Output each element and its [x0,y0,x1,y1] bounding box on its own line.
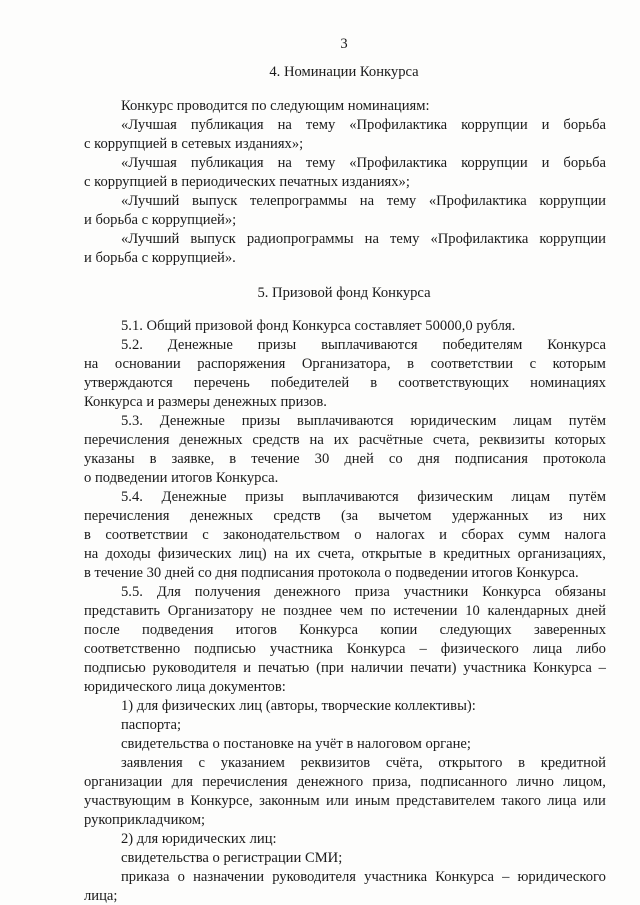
word: коррупции [461,155,528,171]
word: иным [355,793,390,809]
word: дней [344,451,374,467]
word: открытые [361,546,422,562]
nomination-1-line-1 [121,118,606,133]
word: в [370,375,378,391]
word: счета, [317,546,355,562]
word: денежного [296,774,364,790]
word: соответствующих [398,375,510,391]
word: (при [316,660,344,676]
word: победителей [270,375,350,391]
word: реквизитов [300,755,371,771]
word: 30 [314,451,330,467]
word: законодательством [223,527,340,543]
word: 5.2. [121,337,143,353]
word: перечисления [84,508,170,524]
word: и [541,117,550,133]
paragraph-5-3-line-4: о подведении итогов Конкурса. [84,470,279,486]
word: представить [84,603,161,619]
word: на [359,193,375,209]
word: следующих [439,622,512,638]
paragraph-5-2-line-1 [121,338,606,353]
paragraph-5-5-line-6: юридического лица документов: [84,679,286,695]
nomination-4-line-1 [121,232,606,247]
word: «Профилактика [428,193,527,209]
word: в [518,755,526,771]
word: в [429,546,437,562]
word: приказа [121,869,170,885]
paragraph-5-4-line-5: в течение 30 дней со дня подписания протокола о подведении итогов Конкурса. [84,565,579,581]
word: призы [257,337,297,353]
word: Конкурса [533,660,592,676]
paragraph-5-4-line-2 [84,509,606,524]
word: Конкурса [435,869,494,885]
word: – [419,641,427,657]
word: Конкурса [482,584,542,600]
word: руководителя [152,660,237,676]
word: либо [576,641,606,657]
word: руководителя [272,869,357,885]
nomination-3-line-1 [121,194,606,209]
word: перечисления [84,432,170,448]
word: денежного [274,584,341,600]
word: подписания [454,451,528,467]
word: лица [532,641,563,657]
page-number: 3 [340,36,348,52]
word: подписанного [420,774,508,790]
paragraph-5-4-line-3 [84,528,606,543]
word: течение [251,451,300,467]
word: заверенных [533,622,606,638]
word: утверждаются [84,375,173,391]
word: Денежные [159,413,225,429]
list-item-appointment-order-line-1 [121,870,606,885]
list-item-media-registration: свидетельства о регистрации СМИ; [121,850,343,866]
section-5-heading: 5. Призовой фонд Конкурса [257,285,431,301]
word: кредитных [443,546,511,562]
word: Организатору [167,603,254,619]
word: дня [417,451,440,467]
word: Для [156,584,181,600]
word: Конкурса [346,641,406,657]
word: после [84,622,120,638]
word: печатью [257,660,310,676]
word: соответственно [84,641,181,657]
word: радиопрограммы [246,231,354,247]
list-item-application-line-3 [84,794,606,809]
word: Денежные [167,337,233,353]
word: путём [568,489,606,505]
word: приза [354,584,390,600]
word: и [541,155,550,171]
word: заявления [121,755,183,771]
list-item-passport: паспорта; [121,717,182,733]
word: физическим [417,489,493,505]
word: лицом, [563,774,606,790]
word: с [198,755,205,771]
word: лиц) [238,546,267,562]
paragraph-5-5-line-5 [84,661,606,676]
word: Организатора, [301,356,391,372]
word: кредитной [540,755,606,771]
word: номинациях [530,375,606,391]
nomination-2-line-1 [121,156,606,171]
word: «Лучшая [121,117,177,133]
word: «Лучшая [121,155,177,171]
word: соответствии [430,356,514,372]
word: на [309,432,324,448]
nomination-2-line-2: с коррупцией в периодических печатных изданиях»; [84,174,410,190]
word: участвующим [84,793,171,809]
word: с [202,527,209,543]
word: в [177,793,185,809]
word: 5.5. [121,584,143,600]
word: лично [516,774,554,790]
word: тему [305,117,336,133]
word: 5.3. [121,413,143,429]
word: публикация [190,117,264,133]
word: выплачиваются [297,413,394,429]
word: лицам [511,489,551,505]
word: юридическим [410,413,497,429]
word: со [388,451,403,467]
word: в [407,356,415,372]
word: телепрограммы [250,193,348,209]
word: чем [339,603,363,619]
word: назначении [193,869,265,885]
word: позднее [283,603,333,619]
word: 5.4. [121,489,143,505]
word: средств [273,508,321,524]
word: наличии [350,660,404,676]
word: и [439,527,447,543]
list-item-appointment-order-line-2: лица; [84,888,118,904]
list-item-application-line-2 [84,775,606,790]
paragraph-5-3-line-2 [84,433,606,448]
word: открытого [438,755,503,771]
word: счёта, [385,755,423,771]
word: для [171,774,193,790]
list-item-application-line-1 [121,756,606,771]
word: призы [245,489,284,505]
word: вычетом [378,508,432,524]
word: представителем [396,793,496,809]
paragraph-5-4-line-1 [121,490,606,505]
word: на [84,356,99,372]
paragraph-5-2-line-2 [84,357,606,372]
list-item-tax-certificate: свидетельства о постановке на учёт в налоговом органе; [121,736,471,752]
word: участника [364,869,428,885]
word: сборах [461,527,504,543]
word: средств [252,432,300,448]
word: на [277,155,292,171]
word: участники [403,584,469,600]
word: перечисления [202,774,288,790]
word: налога [564,527,606,543]
paragraph-5-2-line-3 [84,376,606,391]
paragraph-5-5-line-4 [84,642,606,657]
word: выпуск [192,193,238,209]
word: основании [114,356,181,372]
paragraph-5-1: 5.1. Общий призовой фонд Конкурса составляет 50000,0 рубля. [121,318,516,334]
word: юридического [517,869,606,885]
word: участника [269,641,333,657]
paragraph-5-5-line-3 [84,623,606,638]
word: физического [440,641,519,657]
word: призы [241,413,281,429]
list-item-application-line-4: рукоприкладчиком; [84,812,206,828]
word: их [333,432,349,448]
word: выплачиваются [321,337,418,353]
word: коррупции [539,231,606,247]
word: денежных [189,508,253,524]
word: на [364,231,379,247]
word: удержанных [451,508,529,524]
word: организациях, [517,546,606,562]
word: не [261,603,276,619]
word: публикация [190,155,264,171]
word: доходы [105,546,151,562]
word: Денежные [161,489,227,505]
word: сумм [518,527,551,543]
word: по [370,603,386,619]
list-individuals-heading: 1) для физических лиц (авторы, творческие коллективы): [121,698,476,714]
word: на [273,546,289,562]
word: подписью [194,641,256,657]
word: тему [386,193,417,209]
word: тему [305,155,336,171]
word: получения [194,584,261,600]
word: – [502,869,510,885]
word: «Лучший [121,193,180,209]
paragraph-5-2-line-4: Конкурса и размеры денежных призов. [84,394,327,410]
nomination-3-line-2: и борьба с коррупцией»; [84,212,237,228]
word: тему [390,231,420,247]
word: о [354,527,362,543]
word: на [277,117,292,133]
word: них [583,508,606,524]
word: указаны [84,451,135,467]
nomination-1-line-2: с коррупцией в сетевых изданиях»; [84,136,304,152]
word: – [598,660,606,676]
word: протокола [542,451,606,467]
word: перечень [193,375,250,391]
nomination-4-line-2: и борьба с коррупцией». [84,250,236,266]
word: законным [259,793,320,809]
word: «Профилактика [349,117,448,133]
word: дней [576,603,606,619]
word: реквизиты [479,432,545,448]
word: борьба [563,155,606,171]
word: указанием [220,755,285,771]
word: в [149,451,157,467]
list-legal-entities-heading: 2) для юридических лиц: [121,831,277,847]
word: денежных [179,432,243,448]
word: расчётные [358,432,423,448]
word: лицам [513,413,552,429]
word: Конкурса [547,337,606,353]
section-4-heading: 4. Номинации Конкурса [269,64,419,80]
word: на [84,546,99,562]
word: и [243,660,252,676]
word: (за [341,508,359,524]
word: или [325,793,349,809]
word: в [84,527,91,543]
word: приза, [372,774,412,790]
word: Конкурсе, [190,793,253,809]
word: организации [84,774,163,790]
word: борьба [563,117,606,133]
word: в [229,451,237,467]
word: о [177,869,185,885]
word: печати) [410,660,457,676]
word: физических [157,546,232,562]
word: «Профилактика [349,155,448,171]
word: 10 [465,603,480,619]
word: налогах [375,527,425,543]
word: с [529,356,537,372]
word: участника [463,660,527,676]
word: выплачиваются [302,489,399,505]
word: выпуск [190,231,236,247]
word: лица [547,793,577,809]
word: подписью [84,660,146,676]
word: путём [568,413,606,429]
word: Конкурса [299,622,358,638]
word: «Лучший [121,231,180,247]
section-4-intro: Конкурс проводится по следующим номинациям: [121,98,430,114]
word: победителям [442,337,523,353]
word: которых [554,432,606,448]
word: заявке, [171,451,215,467]
paragraph-5-4-line-4 [84,547,606,562]
word: обязаны [555,584,606,600]
paragraph-5-5-line-2 [84,604,606,619]
word: из [549,508,563,524]
word: истечении [393,603,458,619]
word: их [295,546,311,562]
word: счета, [432,432,470,448]
word: распоряжения [197,356,286,372]
word: подведения [142,622,214,638]
word: «Профилактика [430,231,529,247]
word: коррупции [539,193,606,209]
word: такого [501,793,541,809]
word: копии [380,622,418,638]
paragraph-5-5-line-1 [121,585,606,600]
paragraph-5-3-line-3 [84,452,606,467]
paragraph-5-3-line-1 [121,414,606,429]
word: или [582,793,606,809]
word: которым [552,356,606,372]
word: итогов [235,622,277,638]
word: коррупции [461,117,528,133]
word: соответствии [105,527,188,543]
word: календарных [487,603,569,619]
